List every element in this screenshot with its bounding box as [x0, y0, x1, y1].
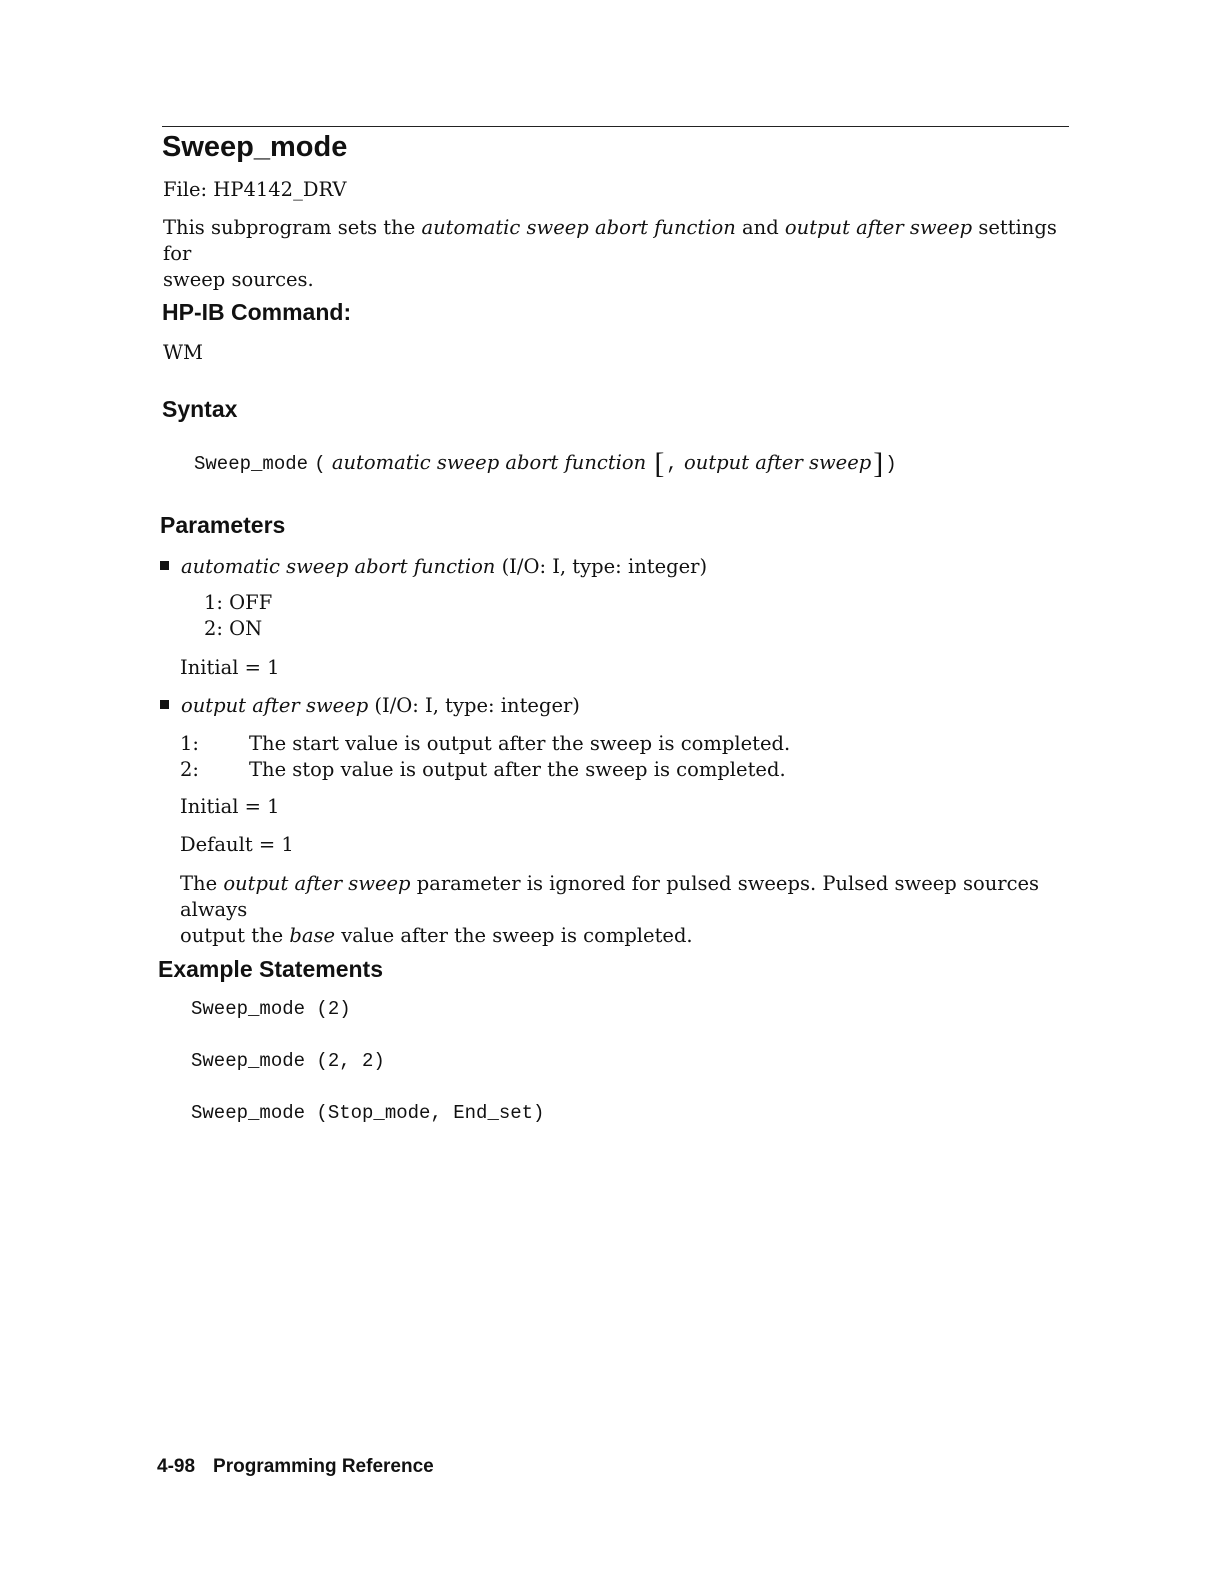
param-1-option: 1: OFF — [204, 591, 273, 614]
param-1-desc: (I/O: I, type: integer) — [495, 555, 708, 578]
note-paragraph — [180, 871, 1080, 949]
param-2-option-text: The stop value is output after the sweep is completed. — [249, 758, 786, 781]
param-2-default: Default = 1 — [180, 833, 294, 856]
param-1-initial: Initial = 1 — [180, 656, 280, 679]
intro-line-2: sweep sources. — [163, 268, 314, 291]
intro-text-1: This subprogram sets the — [163, 216, 422, 239]
header-rule — [162, 126, 1069, 127]
param-1-line — [160, 555, 707, 578]
note-text-1: The — [180, 872, 224, 895]
syntax-param-1: automatic sweep abort function — [331, 451, 647, 474]
param-2-option-key: 1: — [180, 732, 199, 755]
intro-text-3: settings for — [163, 216, 1057, 265]
intro-italic-2: output after sweep — [784, 216, 973, 239]
bullet-icon — [160, 561, 169, 570]
example-statement: Sweep_mode (2, 2) — [191, 1050, 385, 1072]
param-2-initial: Initial = 1 — [180, 795, 280, 818]
param-2-line — [160, 694, 580, 717]
page-footer — [157, 1456, 434, 1478]
param-2-option-key: 2: — [180, 758, 199, 781]
parameters-heading: Parameters — [160, 512, 286, 538]
syntax-open-paren: ( — [314, 453, 326, 475]
examples-heading: Example Statements — [158, 956, 383, 982]
footer-section: Programming Reference — [213, 1456, 434, 1477]
bullet-icon — [160, 700, 169, 709]
syntax-heading: Syntax — [162, 396, 238, 422]
syntax-close-paren: ) — [885, 453, 897, 475]
hpib-heading: HP-IB Command: — [162, 299, 352, 325]
footer-page-number: 4-98 — [157, 1456, 196, 1477]
syntax-func: Sweep_mode — [194, 453, 309, 475]
note-text-3: output the — [180, 924, 290, 947]
syntax-line — [194, 447, 897, 481]
example-statement: Sweep_mode (Stop_mode, End_set) — [191, 1102, 545, 1124]
note-italic-2: base — [289, 924, 336, 947]
intro-italic-1: automatic sweep abort function — [421, 216, 736, 239]
param-2-desc: (I/O: I, type: integer) — [368, 694, 580, 717]
file-line: File: HP4142_DRV — [163, 178, 347, 201]
syntax-bracket-open: [ — [654, 447, 665, 480]
note-text-4: value after the sweep is completed. — [335, 924, 693, 947]
param-2-name: output after sweep — [181, 694, 369, 717]
hpib-command: WM — [163, 341, 204, 364]
intro-paragraph — [163, 215, 1063, 293]
param-2-option-text: The start value is output after the sweep is completed. — [249, 732, 791, 755]
syntax-param-2: output after sweep — [684, 451, 872, 474]
page-title: Sweep_mode — [162, 131, 348, 163]
example-statement: Sweep_mode (2) — [191, 998, 351, 1020]
note-text-2: parameter is ignored for pulsed sweeps. Pulsed sweep sources always — [180, 872, 1040, 921]
syntax-bracket-close: ] — [873, 447, 884, 480]
intro-text-2: and — [735, 216, 785, 239]
note-italic-1: output after sweep — [223, 872, 411, 895]
syntax-comma: , — [666, 453, 678, 475]
param-1-option: 2: ON — [204, 617, 263, 640]
param-1-name: automatic sweep abort function — [181, 555, 496, 578]
